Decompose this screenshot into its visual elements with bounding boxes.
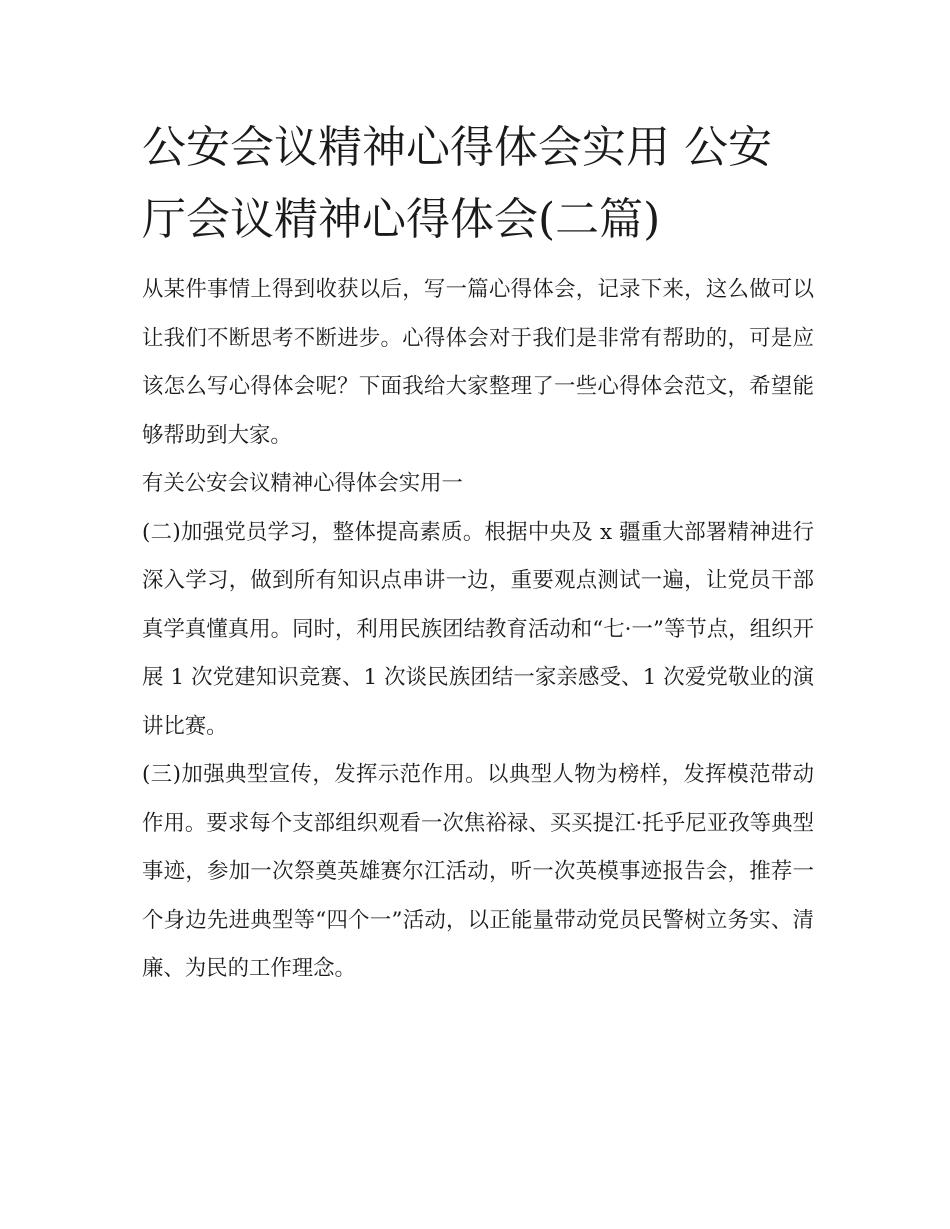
document-body: [142, 112, 814, 994]
document-title: 公安会议精神心得体会实用 公安厅会议精神心得体会(二篇): [142, 122, 772, 245]
intro-paragraph: 从某件事情上得到收获以后，写一篇心得体会，记录下来，这么做可以让我们不断思考不断进步。心得体会对于我们是非常有帮助的，可是应该怎么写心得体会呢？下面我给大家整理了一些心得体会范文，希望能够帮助到大家。: [142, 277, 814, 448]
body-paragraph-3: (三)加强典型宣传，发挥示范作用。以典型人物为榜样，发挥模范带动作用。要求每个支部组织观看一次焦裕禄、买买提江·托乎尼亚孜等典型事迹，参加一次祭奠英雄赛尔江活动，听一次英模事迹报告会，推荐一个身边先进典型等“四个一”活动，以正能量带动党员民警树立务实、清廉、为民的工作理念。: [142, 762, 814, 981]
section-heading: 有关公安会议精神心得体会实用一: [142, 471, 463, 496]
body-paragraph-2: (二)加强党员学习，整体提高素质。根据中央及 x 疆重大部署精神进行深入学习，做到所有知识点串讲一边，重要观点测试一遍，让党员干部真学真懂真用。同时，利用民族团结教育活动和“七·一”等节点，组织开展 1 次党建知识竞赛、1 次谈民族团结一家亲感受、1 次爱党敬业的演讲比赛。: [142, 519, 814, 739]
